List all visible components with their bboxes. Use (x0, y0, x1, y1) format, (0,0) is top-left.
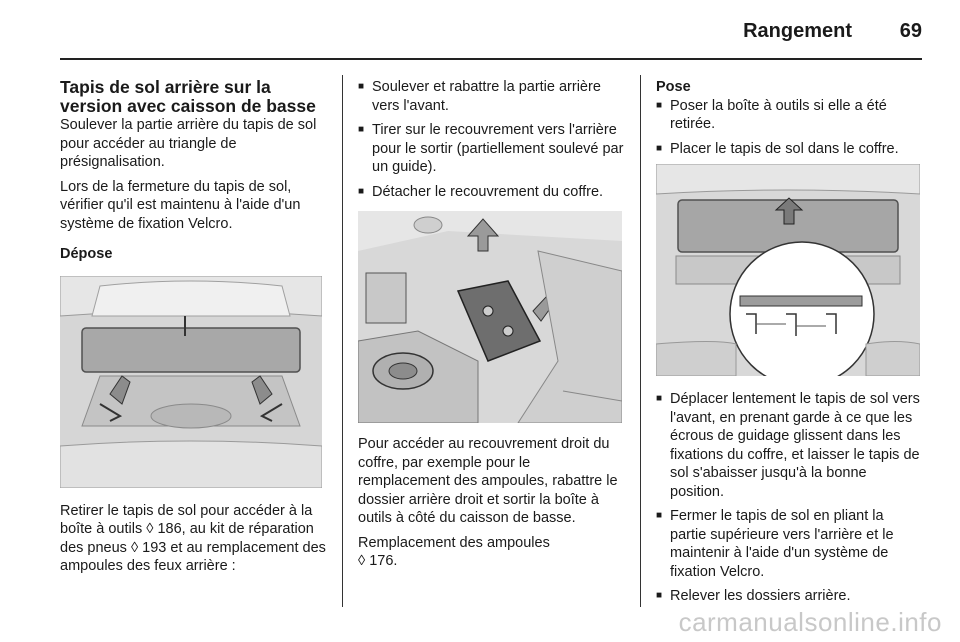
illustration-trunk-floor-removal (60, 276, 322, 488)
page-title: Rangement (743, 20, 852, 42)
watermark: carmanualsonline.info (678, 607, 942, 637)
list-item: ■ Fermer le tapis de sol en pliant la partie supérieure vers l'arrière et le maintenir à l'aide d'un système de fixation Velcro. (656, 507, 922, 581)
column-middle (358, 78, 624, 577)
subheading-depose: Dépose (60, 246, 113, 262)
list-item: ■ Détacher le recouvrement du coffre. (358, 183, 624, 202)
page-number: 69 (899, 20, 922, 42)
list-item: ■ Soulever et rabattre la partie arrière vers l'avant. (358, 78, 624, 115)
bullet-list (656, 390, 922, 606)
header-rule (60, 58, 922, 60)
subheading-pose: Pose (656, 79, 691, 95)
list-item: ■ Placer le tapis de sol dans le coffre. (656, 140, 922, 159)
bullet-list (358, 78, 624, 201)
paragraph: Lors de la fermeture du tapis de sol, vérifier qu'il est maintenu à l'aide d'un système de fixation Velcro. (60, 178, 301, 232)
bullet-list (656, 97, 922, 159)
column-left (60, 78, 328, 582)
section-heading: Tapis de sol arrière sur la version avec caisson de basse (60, 77, 316, 116)
paragraph: Soulever la partie arrière du tapis de sol pour accéder au triangle de présignalisation. (60, 117, 317, 170)
column-divider (342, 75, 343, 607)
list-item: ■ Déplacer lentement le tapis de sol vers l'avant, en prenant garde à ce que les écrous de guidage glissent dans les fixations du coffre, et laisser le tapis de sol s'abaisser jusqu'à la bonne position. (656, 390, 922, 501)
paragraph-line: ◊ 176. (358, 553, 398, 569)
illustration-floor-installation (656, 164, 920, 376)
paragraph-line: Remplacement des ampoules (358, 534, 550, 551)
paragraph: Retirer le tapis de sol pour accéder à la boîte à outils ◊ 186, au kit de réparation des pneus ◊ 193 et au remplacement des ampoules des feux arrière : (60, 502, 326, 574)
list-item: ■ Relever les dossiers arrière. (656, 587, 922, 606)
paragraph: Pour accéder au recouvrement droit du coffre, par exemple pour le remplacement des ampoules, rabattre le dossier arrière droit et sortir la boîte à outils à côté du caisson de basse. (358, 436, 618, 526)
column-right (656, 78, 922, 612)
illustration-cover-removal (358, 211, 622, 423)
column-divider (640, 75, 641, 607)
list-item: ■ Poser la boîte à outils si elle a été retirée. (656, 97, 922, 134)
list-item: ■ Tirer sur le recouvrement vers l'arrière pour le sortir (partiellement soulevé par un guide). (358, 121, 624, 177)
